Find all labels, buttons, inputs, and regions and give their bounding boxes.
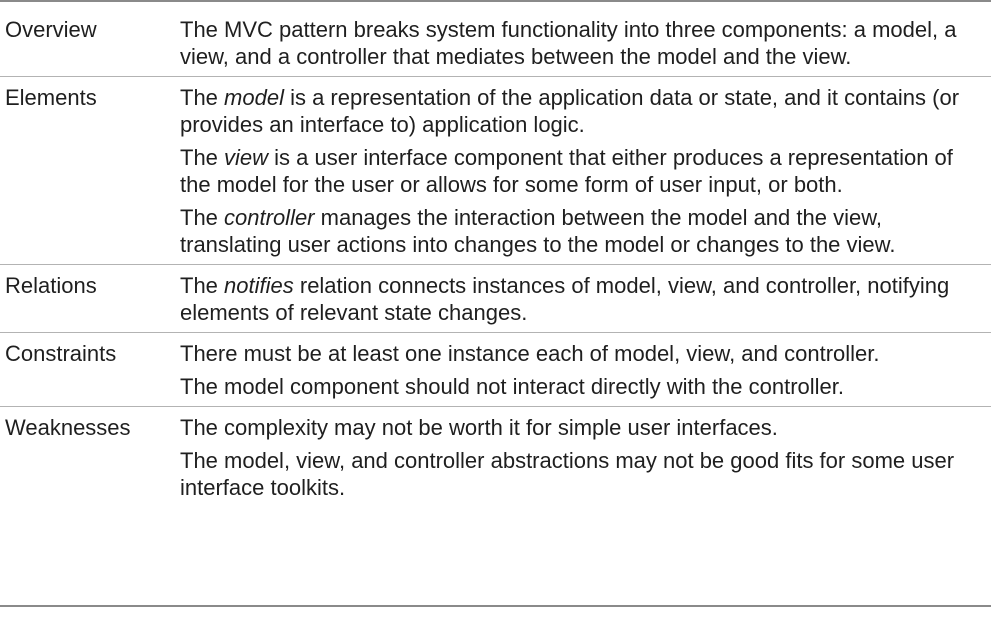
model-paragraph [180,84,983,138]
weakness-paragraph [180,414,983,441]
table-row-overview [0,2,991,76]
table-row-elements [0,76,991,264]
text-span: The [180,205,225,230]
table-row-constraints [0,332,991,406]
view-paragraph [180,144,983,198]
text-span: The model, view, and controller abstractions may not be good fits for some user interface toolkits. [180,448,955,500]
row-content-overview [180,16,991,70]
table-row-relations [0,264,991,332]
italic-term: view [224,145,269,170]
relations-paragraph [180,272,983,326]
weakness-paragraph [180,447,983,501]
italic-term: controller [224,205,315,230]
row-label-weaknesses: Weaknesses [5,415,131,440]
overview-paragraph [180,16,983,70]
row-label-relations: Relations [5,273,97,298]
controller-paragraph [180,204,983,258]
text-span: is a user interface component that either produces a representation of the model for the user or allows for some form of user input, or both. [180,145,953,197]
row-label-overview: Overview [5,17,97,42]
text-span: The complexity may not be worth it for simple user interfaces. [180,415,778,440]
italic-term: notifies [224,273,294,298]
row-content-relations [180,272,991,326]
text-span: relation connects instances of model, view, and controller, notifying elements of relevant state changes. [180,273,950,325]
row-label-elements: Elements [5,85,97,110]
text-span: The MVC pattern breaks system functionality into three components: a model, a view, and a controller that mediates between the model and the view. [180,17,957,69]
text-span: The [180,85,225,110]
row-label-constraints: Constraints [5,341,117,366]
row-content-elements [180,84,991,258]
text-span: manages the interaction between the model and the view, translating user actions into changes to the model or changes to the view. [180,205,896,257]
text-span: The [180,273,225,298]
constraint-paragraph [180,340,983,367]
row-content-weaknesses [180,414,991,501]
table-row-weaknesses [0,406,991,507]
row-content-constraints [180,340,991,400]
text-span: The model component should not interact directly with the controller. [180,374,845,399]
text-span: is a representation of the application data or state, and it contains (or provides an interface to) application logic. [180,85,960,137]
text-span: The [180,145,225,170]
italic-term: model [224,85,284,110]
constraint-paragraph [180,373,983,400]
text-span: There must be at least one instance each of model, view, and controller. [180,341,880,366]
